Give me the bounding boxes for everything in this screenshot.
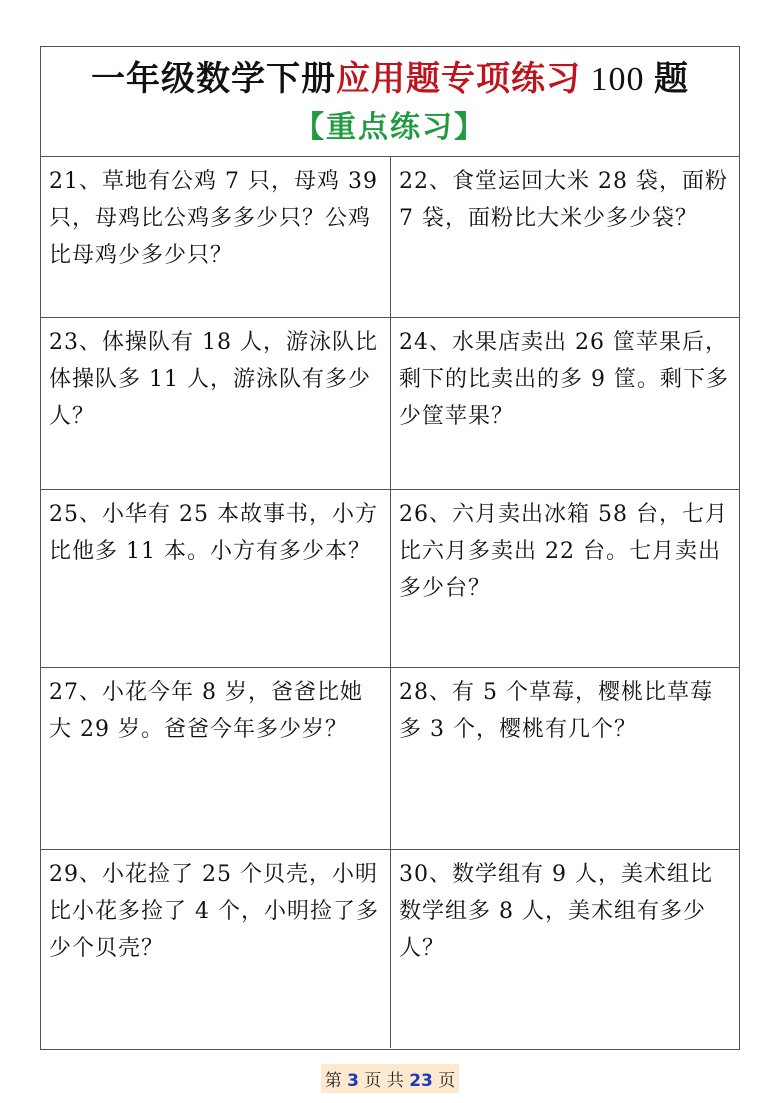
- problem-26: 26、六月卖出冰箱 58 台，七月比六月多卖出 22 台。七月卖出多少台？: [391, 490, 739, 668]
- subtitle: 【重点练习】: [294, 110, 486, 145]
- problem-27: 27、小花今年 8 岁，爸爸比她大 29 岁。爸爸今年多少岁？: [41, 668, 391, 850]
- problem-30: 30、数学组有 9 人，美术组比数学组多 8 人，美术组有多少人？: [399, 862, 713, 961]
- problem-25: 25、小华有 25 本故事书，小方比他多 11 本。小方有多少本？: [41, 490, 391, 668]
- current-page-number: 3: [347, 1071, 359, 1091]
- total-pages-number: 23: [409, 1071, 433, 1091]
- footer-suffix: 页: [432, 1071, 456, 1091]
- title-grade: 一年级数学下册: [91, 59, 336, 99]
- footer-prefix: 第: [324, 1071, 348, 1091]
- problem-28: 28、有 5 个草莓，樱桃比草莓多 3 个，樱桃有几个？: [391, 668, 739, 850]
- problem-29: 29、小花捡了 25 个贝壳，小明比小花多捡了 4 个，小明捡了多少个贝壳？: [41, 850, 391, 1048]
- page-title: [41, 47, 739, 102]
- title-block: [41, 47, 739, 157]
- problem-24: 24、水果店卖出 26 筐苹果后，剩下的比卖出的多 9 筐。剩下多少筐苹果？: [391, 318, 739, 490]
- title-suffix: 题: [654, 59, 689, 99]
- title-topic: 应用题专项练习: [336, 59, 581, 99]
- problem-21: 21、草地有公鸡 7 只，母鸡 39 只，母鸡比公鸡多多少只？公鸡比母鸡少多少只？: [41, 157, 391, 318]
- title-count: 100: [581, 61, 654, 98]
- footer-middle: 页 共: [358, 1071, 410, 1091]
- problem-23: 23、体操队有 18 人，游泳队比体操队多 11 人，游泳队有多少人？: [41, 318, 391, 490]
- worksheet: [40, 46, 740, 1050]
- page-indicator: [321, 1064, 460, 1093]
- problem-grid: [41, 157, 739, 1048]
- problem-22: 22、食堂运回大米 28 袋，面粉 7 袋，面粉比大米少多少袋？: [391, 157, 739, 318]
- page-footer: [0, 1064, 780, 1093]
